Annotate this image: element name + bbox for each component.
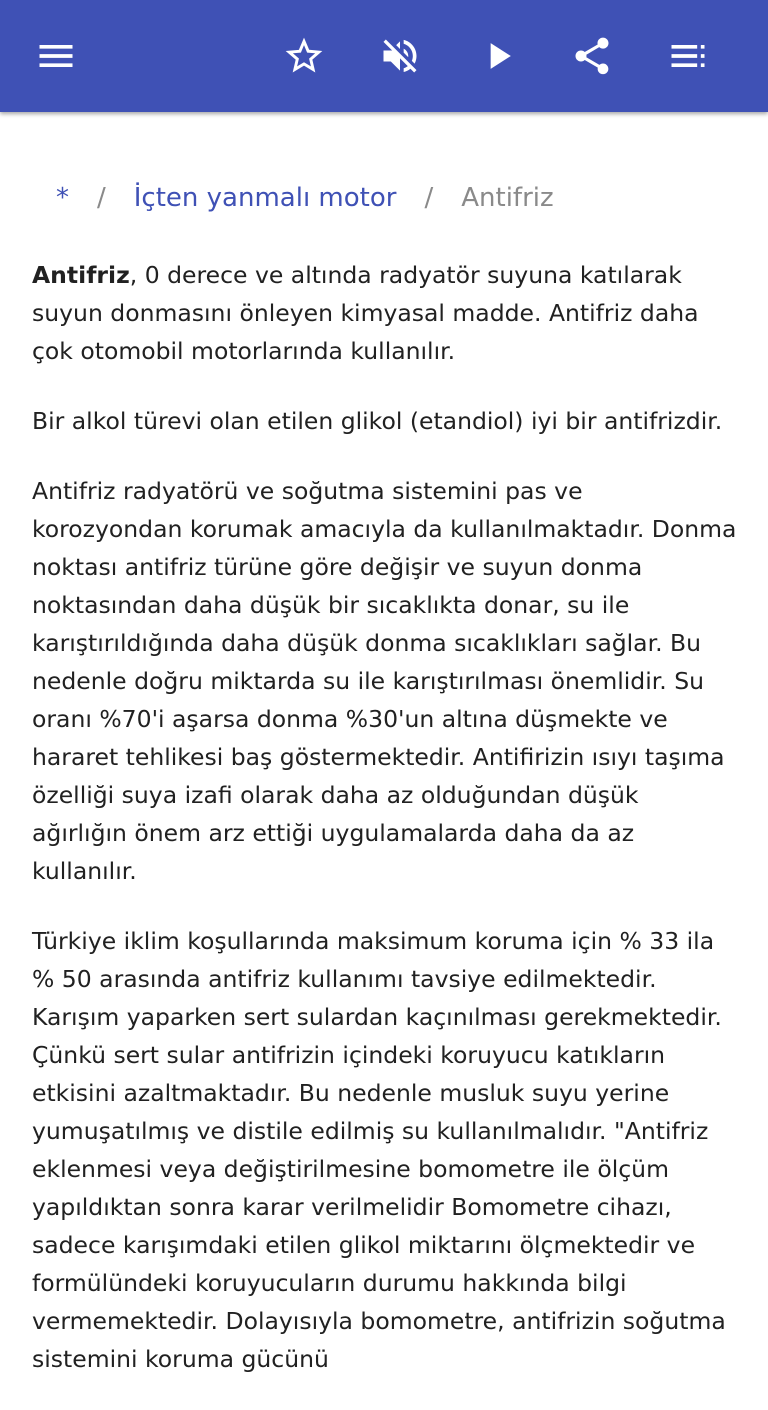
breadcrumb-home-link[interactable]: * <box>56 183 69 213</box>
breadcrumb-separator: / <box>424 183 434 213</box>
article-title-term: Antifriz <box>32 261 130 289</box>
list-icon[interactable] <box>660 28 716 84</box>
play-icon[interactable] <box>470 28 526 84</box>
article-intro-text: , 0 derece ve altında radyatör suyuna katılarak suyun donmasını önleyen kimyasal madde. Antifriz daha çok otomobil motorlarında kullanılır. <box>32 261 699 365</box>
article-paragraph <box>32 256 738 370</box>
article-paragraph: Türkiye iklim koşullarında maksimum koruma için % 33 ila % 50 arasında antifriz kullanımı tavsiye edilmektedir. Karışım yaparken sert sulardan kaçınılması gerekmektedir. Çünkü sert sular antifrizin içindeki koruyucu katıkların etkisini azaltmaktadır. Bu nedenle musluk suyu yerine yumuşatılmış ve distile edilmiş su kullanılmalıdır. "Antifriz eklenmesi veya değiştirilmesine bomometre ile ölçüm yapıldıktan sonra karar verilmelidir Bomometre cihazı, sadece karışımdaki etilen glikol miktarını ölçmektedir ve formülündeki koruyucuların durumu hakkında bilgi vermemektedir. Dolayısıyla bomometre, antifrizin soğutma sistemini koruma gücünü <box>32 927 726 1373</box>
app-toolbar <box>0 0 768 112</box>
volume-off-icon[interactable] <box>372 28 428 84</box>
menu-icon[interactable] <box>28 28 84 84</box>
breadcrumb-current: Antifriz <box>461 183 554 213</box>
article-paragraph: Antifriz radyatörü ve soğutma sistemini pas ve korozyondan korumak amacıyla da kullanılmaktadır. Donma noktası antifriz türüne göre değişir ve suyun donma noktasından daha düşük bir sıcaklıkta donar, su ile karıştırıldığında daha düşük donma sıcaklıkları sağlar. Bu nedenle doğru miktarda su ile karıştırılması önemlidir. Su oranı %70'i aşarsa donma %30'un altına düşmekte ve hararet tehlikesi baş göstermektedir. Antifirizin ısıyı taşıma özelliği suya izafi olarak daha az olduğundan düşük ağırlığın önem arz ettiği uygulamalarda daha da az kullanılır. <box>32 477 737 885</box>
breadcrumb <box>56 178 554 218</box>
share-icon[interactable] <box>564 28 620 84</box>
star-icon[interactable] <box>276 28 332 84</box>
breadcrumb-separator: / <box>97 183 106 213</box>
article-body <box>32 256 738 1410</box>
breadcrumb-parent-link[interactable]: İçten yanmalı motor <box>133 183 397 213</box>
article-paragraph: Bir alkol türevi olan etilen glikol (etandiol) iyi bir antifrizdir. <box>32 407 723 435</box>
